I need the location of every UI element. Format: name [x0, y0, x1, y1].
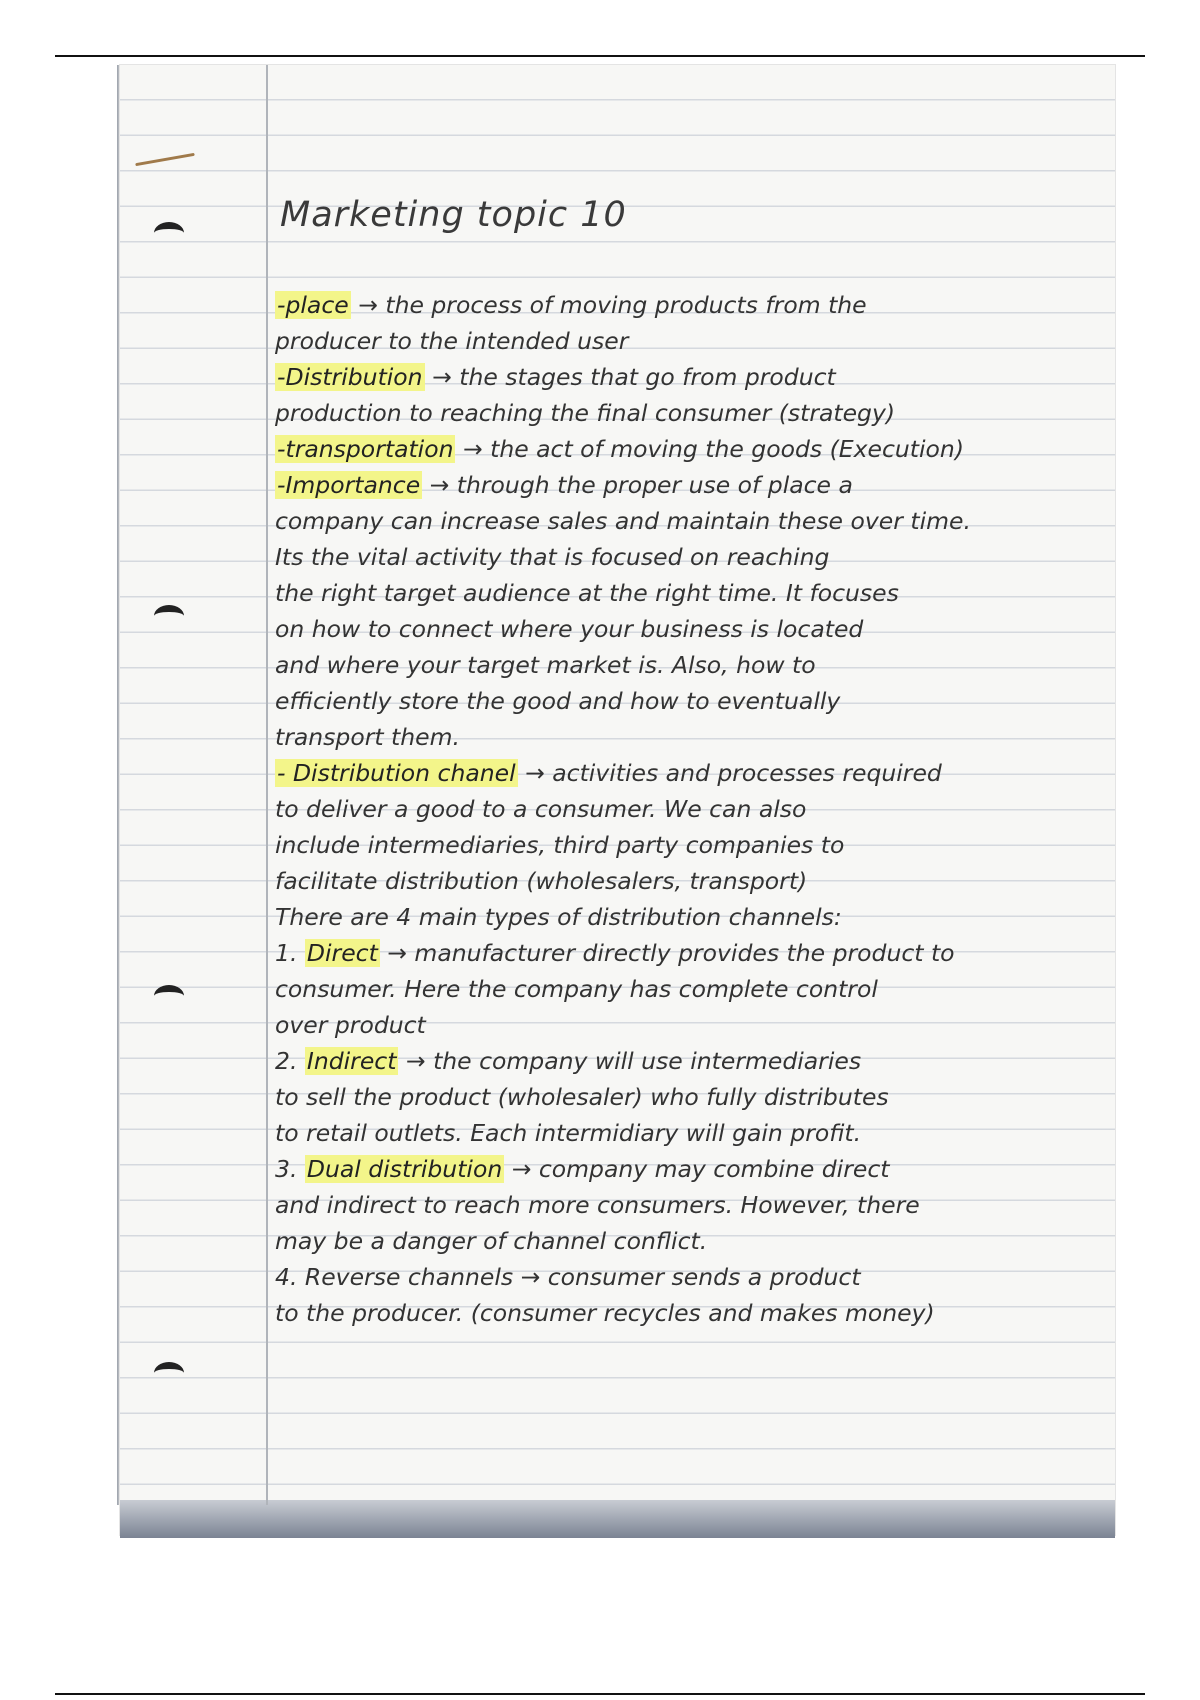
note-line: [275, 755, 1125, 791]
highlighted-term: - Distribution chanel: [277, 759, 516, 787]
note-line: [275, 287, 1125, 323]
note-text: 1.: [275, 939, 305, 967]
note-line: [275, 1043, 1125, 1079]
note-text: to sell the product (wholesaler) who fully distributes: [275, 1083, 889, 1111]
highlighted-term: -transportation: [277, 435, 454, 463]
note-text: the right target audience at the right time. It focuses: [275, 579, 899, 607]
note-text: → activities and processes required: [517, 759, 942, 787]
note-text: transport them.: [275, 723, 460, 751]
note-text: and indirect to reach more consumers. However, there: [275, 1191, 920, 1219]
note-line: [275, 971, 1125, 1007]
note-text: may be a danger of channel conflict.: [275, 1227, 708, 1255]
note-text: → through the proper use of place a: [422, 471, 853, 499]
note-line: [275, 503, 1125, 539]
note-line: [275, 1115, 1125, 1151]
note-line: [275, 539, 1125, 575]
binder-hole-icon: [154, 1362, 184, 1384]
note-text: There are 4 main types of distribution channels:: [275, 903, 842, 931]
note-line: [275, 791, 1125, 827]
notes-body: [275, 287, 1125, 1331]
highlighted-term: -Distribution: [277, 363, 423, 391]
note-text: over product: [275, 1011, 426, 1039]
note-text: efficiently store the good and how to eventually: [275, 687, 841, 715]
note-line: [275, 395, 1125, 431]
note-text: company can increase sales and maintain these over time.: [275, 507, 971, 535]
note-line: [275, 431, 1125, 467]
note-text: production to reaching the final consumer (strategy): [275, 399, 896, 427]
note-line: [275, 863, 1125, 899]
bottom-rule: [55, 1693, 1145, 1695]
note-line: [275, 647, 1125, 683]
note-line: [275, 1223, 1125, 1259]
highlighted-term: Indirect: [306, 1047, 397, 1075]
binder-hole-icon: [154, 985, 184, 1007]
note-line: [275, 575, 1125, 611]
note-text: and where your target market is. Also, how to: [275, 651, 816, 679]
note-line: [275, 1187, 1125, 1223]
note-text: include intermediaries, third party companies to: [275, 831, 845, 859]
note-text: on how to connect where your business is located: [275, 615, 864, 643]
note-text: → manufacturer directly provides the product to: [379, 939, 955, 967]
note-line: [275, 467, 1125, 503]
note-text: facilitate distribution (wholesalers, transport): [275, 867, 808, 895]
margin-line: [266, 65, 268, 1505]
highlighted-term: -Importance: [277, 471, 421, 499]
binder-hole-icon: [154, 222, 184, 244]
note-text: → the company will use intermediaries: [398, 1047, 862, 1075]
note-text: 3.: [275, 1155, 305, 1183]
highlighted-term: -place: [277, 291, 349, 319]
page-title: Marketing topic 10: [280, 195, 627, 235]
note-text: Its the vital activity that is focused on reaching: [275, 543, 830, 571]
note-text: consumer. Here the company has complete control: [275, 975, 878, 1003]
note-line: [275, 827, 1125, 863]
note-line: [275, 1259, 1125, 1295]
note-line: [275, 935, 1125, 971]
note-text: → the process of moving products from the: [350, 291, 867, 319]
note-line: [275, 899, 1125, 935]
binder-hole-icon: [154, 605, 184, 627]
note-line: [275, 359, 1125, 395]
note-line: [275, 1151, 1125, 1187]
highlighted-term: Dual distribution: [306, 1155, 503, 1183]
note-text: to the producer. (consumer recycles and makes money): [275, 1299, 935, 1327]
note-line: [275, 1295, 1125, 1331]
note-text: 2.: [275, 1047, 305, 1075]
note-text: to deliver a good to a consumer. We can also: [275, 795, 807, 823]
note-text: → the act of moving the goods (Execution): [455, 435, 964, 463]
highlighted-term: Direct: [306, 939, 378, 967]
note-text: to retail outlets. Each intermidiary will gain profit.: [275, 1119, 862, 1147]
top-rule: [55, 55, 1145, 57]
note-line: [275, 683, 1125, 719]
note-text: 4. Reverse channels → consumer sends a product: [275, 1263, 861, 1291]
note-line: [275, 719, 1125, 755]
note-text: producer to the intended user: [275, 327, 629, 355]
note-line: [275, 611, 1125, 647]
note-line: [275, 1007, 1125, 1043]
note-line: [275, 1079, 1125, 1115]
page-bottom-shadow: [120, 1500, 1115, 1538]
note-line: [275, 323, 1125, 359]
note-text: → the stages that go from product: [424, 363, 836, 391]
note-text: → company may combine direct: [504, 1155, 890, 1183]
